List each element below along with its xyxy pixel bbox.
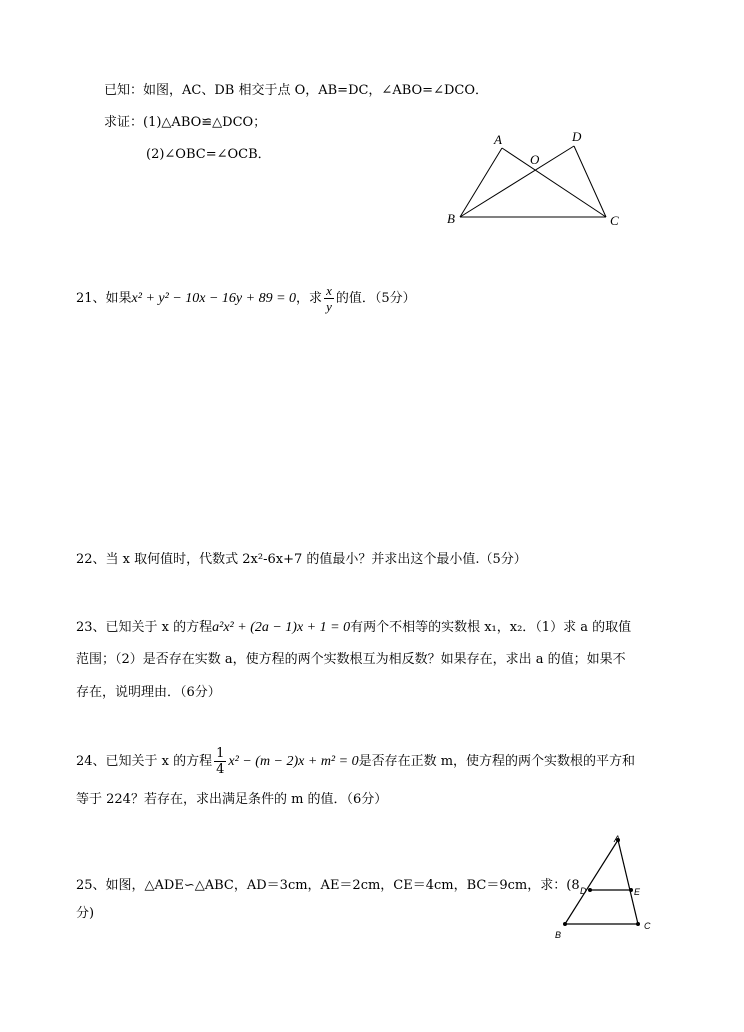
q20-prove-2: (2)∠OBC=∠OCB．: [146, 147, 271, 162]
q20-label-o: O: [530, 152, 540, 167]
q24-frac-num: 1: [216, 746, 225, 761]
q20-label-b: B: [447, 211, 455, 226]
q21-numerator: x: [326, 283, 332, 298]
q24-line1: [76, 746, 635, 778]
q21-suffix: 的值．（5分）: [335, 291, 416, 306]
q20-prove-1: (1)△ABO≌△DCO；: [143, 115, 267, 130]
q24-line1-rest: 是否存在正数 m，使方程的两个实数根的平方和: [358, 754, 636, 769]
q24-prefix: 24、已知关于 x 的方程: [76, 754, 213, 769]
q23-prefix: 23、已知关于 x 的方程: [76, 620, 213, 635]
q23-equation: a²x² + (2a − 1)x + 1 = 0: [212, 620, 351, 635]
q23-line1-rest: 有两个不相等的实数根 x₁，x₂．（1）求 a 的取值: [350, 620, 632, 635]
q20-prove-line1: [104, 114, 266, 132]
q23-line3: 存在，说明理由．（6分）: [76, 685, 221, 700]
q20-label-a: A: [494, 132, 502, 147]
q23-line1: [76, 619, 631, 637]
q25-label-d: D: [580, 886, 587, 896]
q25-figure: [550, 832, 670, 942]
q25-line2: 分): [76, 906, 95, 921]
q21-equation: x² + y² − 10x − 16y + 89 = 0: [131, 291, 297, 306]
q24-fraction: [214, 746, 226, 777]
q24-frac-den: 4: [216, 762, 225, 777]
q21-prefix: 21、如果: [76, 291, 132, 306]
q20-label-d: D: [572, 129, 582, 144]
q21-middle: ，求: [296, 291, 323, 306]
q20-given: 已知：如图，AC、DB 相交于点 O，AB=DC，∠ABO=∠DCO．: [104, 83, 488, 98]
q22-text: 22、当 x 取何值时，代数式 2x²-6x+7 的值最小？并求出这个最小值.（5分）: [76, 552, 527, 567]
q25-line1: 25、如图，△ADE∽△ABC，AD＝3cm，AE＝2cm，CE＝4cm，BC＝9cm，求：(8: [76, 878, 580, 893]
q23-line2: 范围；（2）是否存在实数 a，使方程的两个实数根互为相反数？如果存在，求出 a 的值；如果不: [76, 652, 626, 667]
q24-line2: 等于 224？若存在，求出满足条件的 m 的值．（6分）: [76, 792, 388, 807]
q25-label-e: E: [634, 887, 641, 897]
q20-label-c: C: [610, 213, 619, 228]
q21-line: [76, 283, 416, 314]
q20-prove-label: 求证：: [104, 115, 144, 130]
q25-label-c: C: [644, 921, 651, 931]
q24-equation: x² − (m − 2)x + m² = 0: [228, 754, 359, 769]
q21-denominator: y: [326, 299, 332, 314]
q20-figure: [440, 126, 630, 236]
q25-label-a: A: [614, 834, 621, 844]
q21-fraction: [324, 283, 334, 314]
q25-label-b: B: [555, 930, 562, 940]
